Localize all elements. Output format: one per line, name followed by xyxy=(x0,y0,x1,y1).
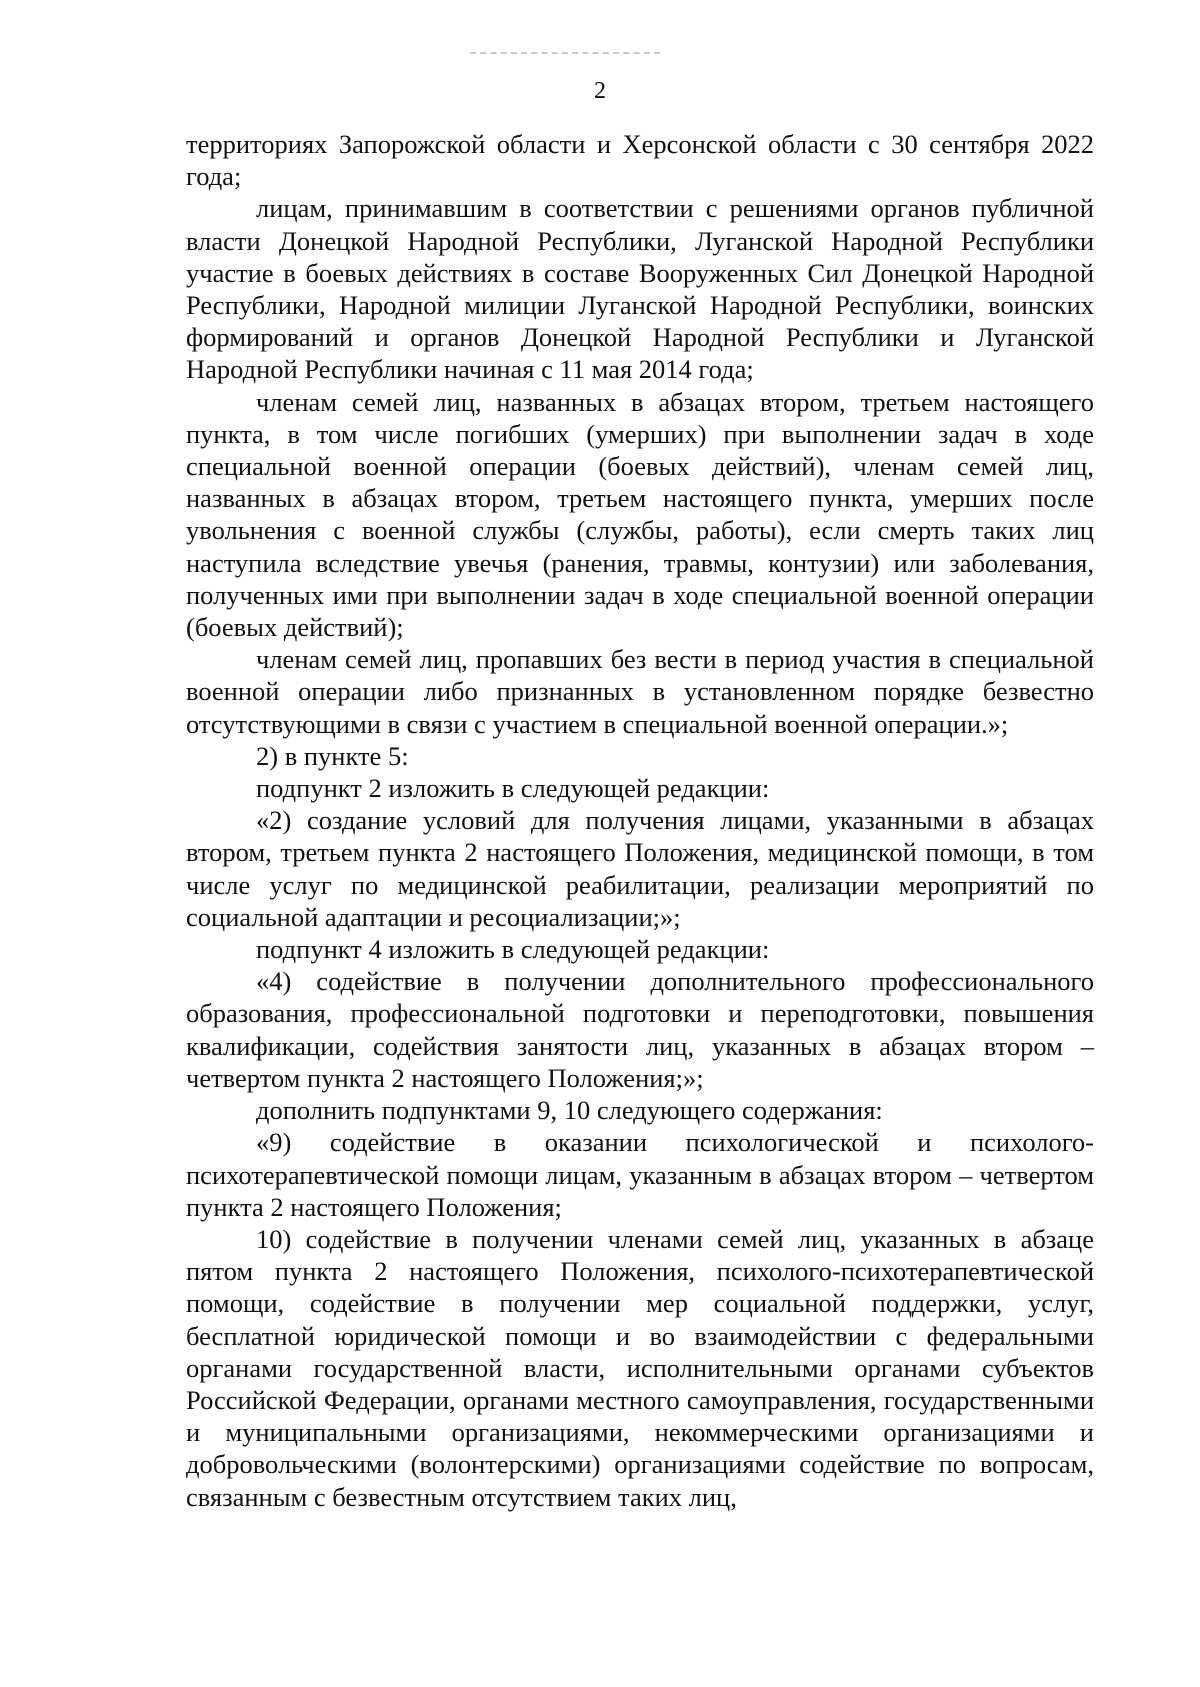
paragraph: «4) содействие в получении дополнительного профессионального образования, профессиональной подготовки и переподготовки, повышения квалификации, содействия занятости лиц, указанных в абзацах втором – четвертом пункта 2 настоящего Положения;»; xyxy=(186,966,1094,1093)
paragraph: членам семей лиц, названных в абзацах втором, третьем настоящего пункта, в том числе погибших (умерших) при выполнении задач в ходе специальной военной операции (боевых действий), членам семей лиц, названных в абзацах втором, третьем настоящего пункта, умерших после увольнения с военной службы (службы, работы), если смерть таких лиц наступила вследствие увечья (ранения, травмы, контузии) или заболевания, полученных ими при выполнении задач в ходе специальной военной операции (боевых действий); xyxy=(186,386,1094,643)
paragraph: подпункт 4 изложить в следующей редакции: xyxy=(256,934,770,965)
paragraph: территориях Запорожской области и Херсонской области с 30 сентября 2022 года; xyxy=(186,129,1094,192)
paragraph: подпункт 2 изложить в следующей редакции: xyxy=(256,773,770,804)
paragraph: «2) создание условий для получения лицами, указанными в абзацах втором, третьем пункта 2 настоящего Положения, медицинской помощи, в том числе услуг по медицинской реабилитации, реализации мероприятий по социальной адаптации и ресоциализации;»; xyxy=(186,805,1094,932)
page-number: 2 xyxy=(594,78,606,104)
paragraph: членам семей лиц, пропавших без вести в период участия в специальной военной операции либо признанных в установленном порядке безвестно отсутствующими в связи с участием в специальной военной операции.»; xyxy=(186,644,1094,739)
paragraph: 10) содействие в получении членами семей лиц, указанных в абзаце пятом пункта 2 настоящего Положения, психолого-психотерапевтической помощи, содействие в получении мер социальной поддержки, услуг, бесплатной юридической помощи и во взаимодействии с федеральными органами государственной власти, исполнительными органами субъектов Российской Федерации, органами местного самоуправления, государственными и муниципальными организациями, некоммерческими организациями и добровольческими (волонтерскими) организациями содействие по вопросам, связанным с безвестным отсутствием таких лиц, xyxy=(186,1223,1094,1512)
paragraph: 2) в пункте 5: xyxy=(256,740,409,771)
paragraph: дополнить подпунктами 9, 10 следующего содержания: xyxy=(256,1095,883,1126)
scan-artifact-mark xyxy=(470,52,660,57)
paragraph: «9) содействие в оказании психологической и психолого-психотерапевтической помощи лицам, указанным в абзацах втором – четвертом пункта 2 настоящего Положения; xyxy=(186,1127,1094,1222)
document-body xyxy=(186,128,1094,1513)
paragraph: лицам, принимавшим в соответствии с решениями органов публичной власти Донецкой Народной Республики, Луганской Народной Республики участие в боевых действиях в составе Вооруженных Сил Донецкой Народной Республики, Народной милиции Луганской Народной Республики, воинских формирований и органов Донецкой Народной Республики и Луганской Народной Республики начиная с 11 мая 2014 года; xyxy=(186,193,1094,385)
